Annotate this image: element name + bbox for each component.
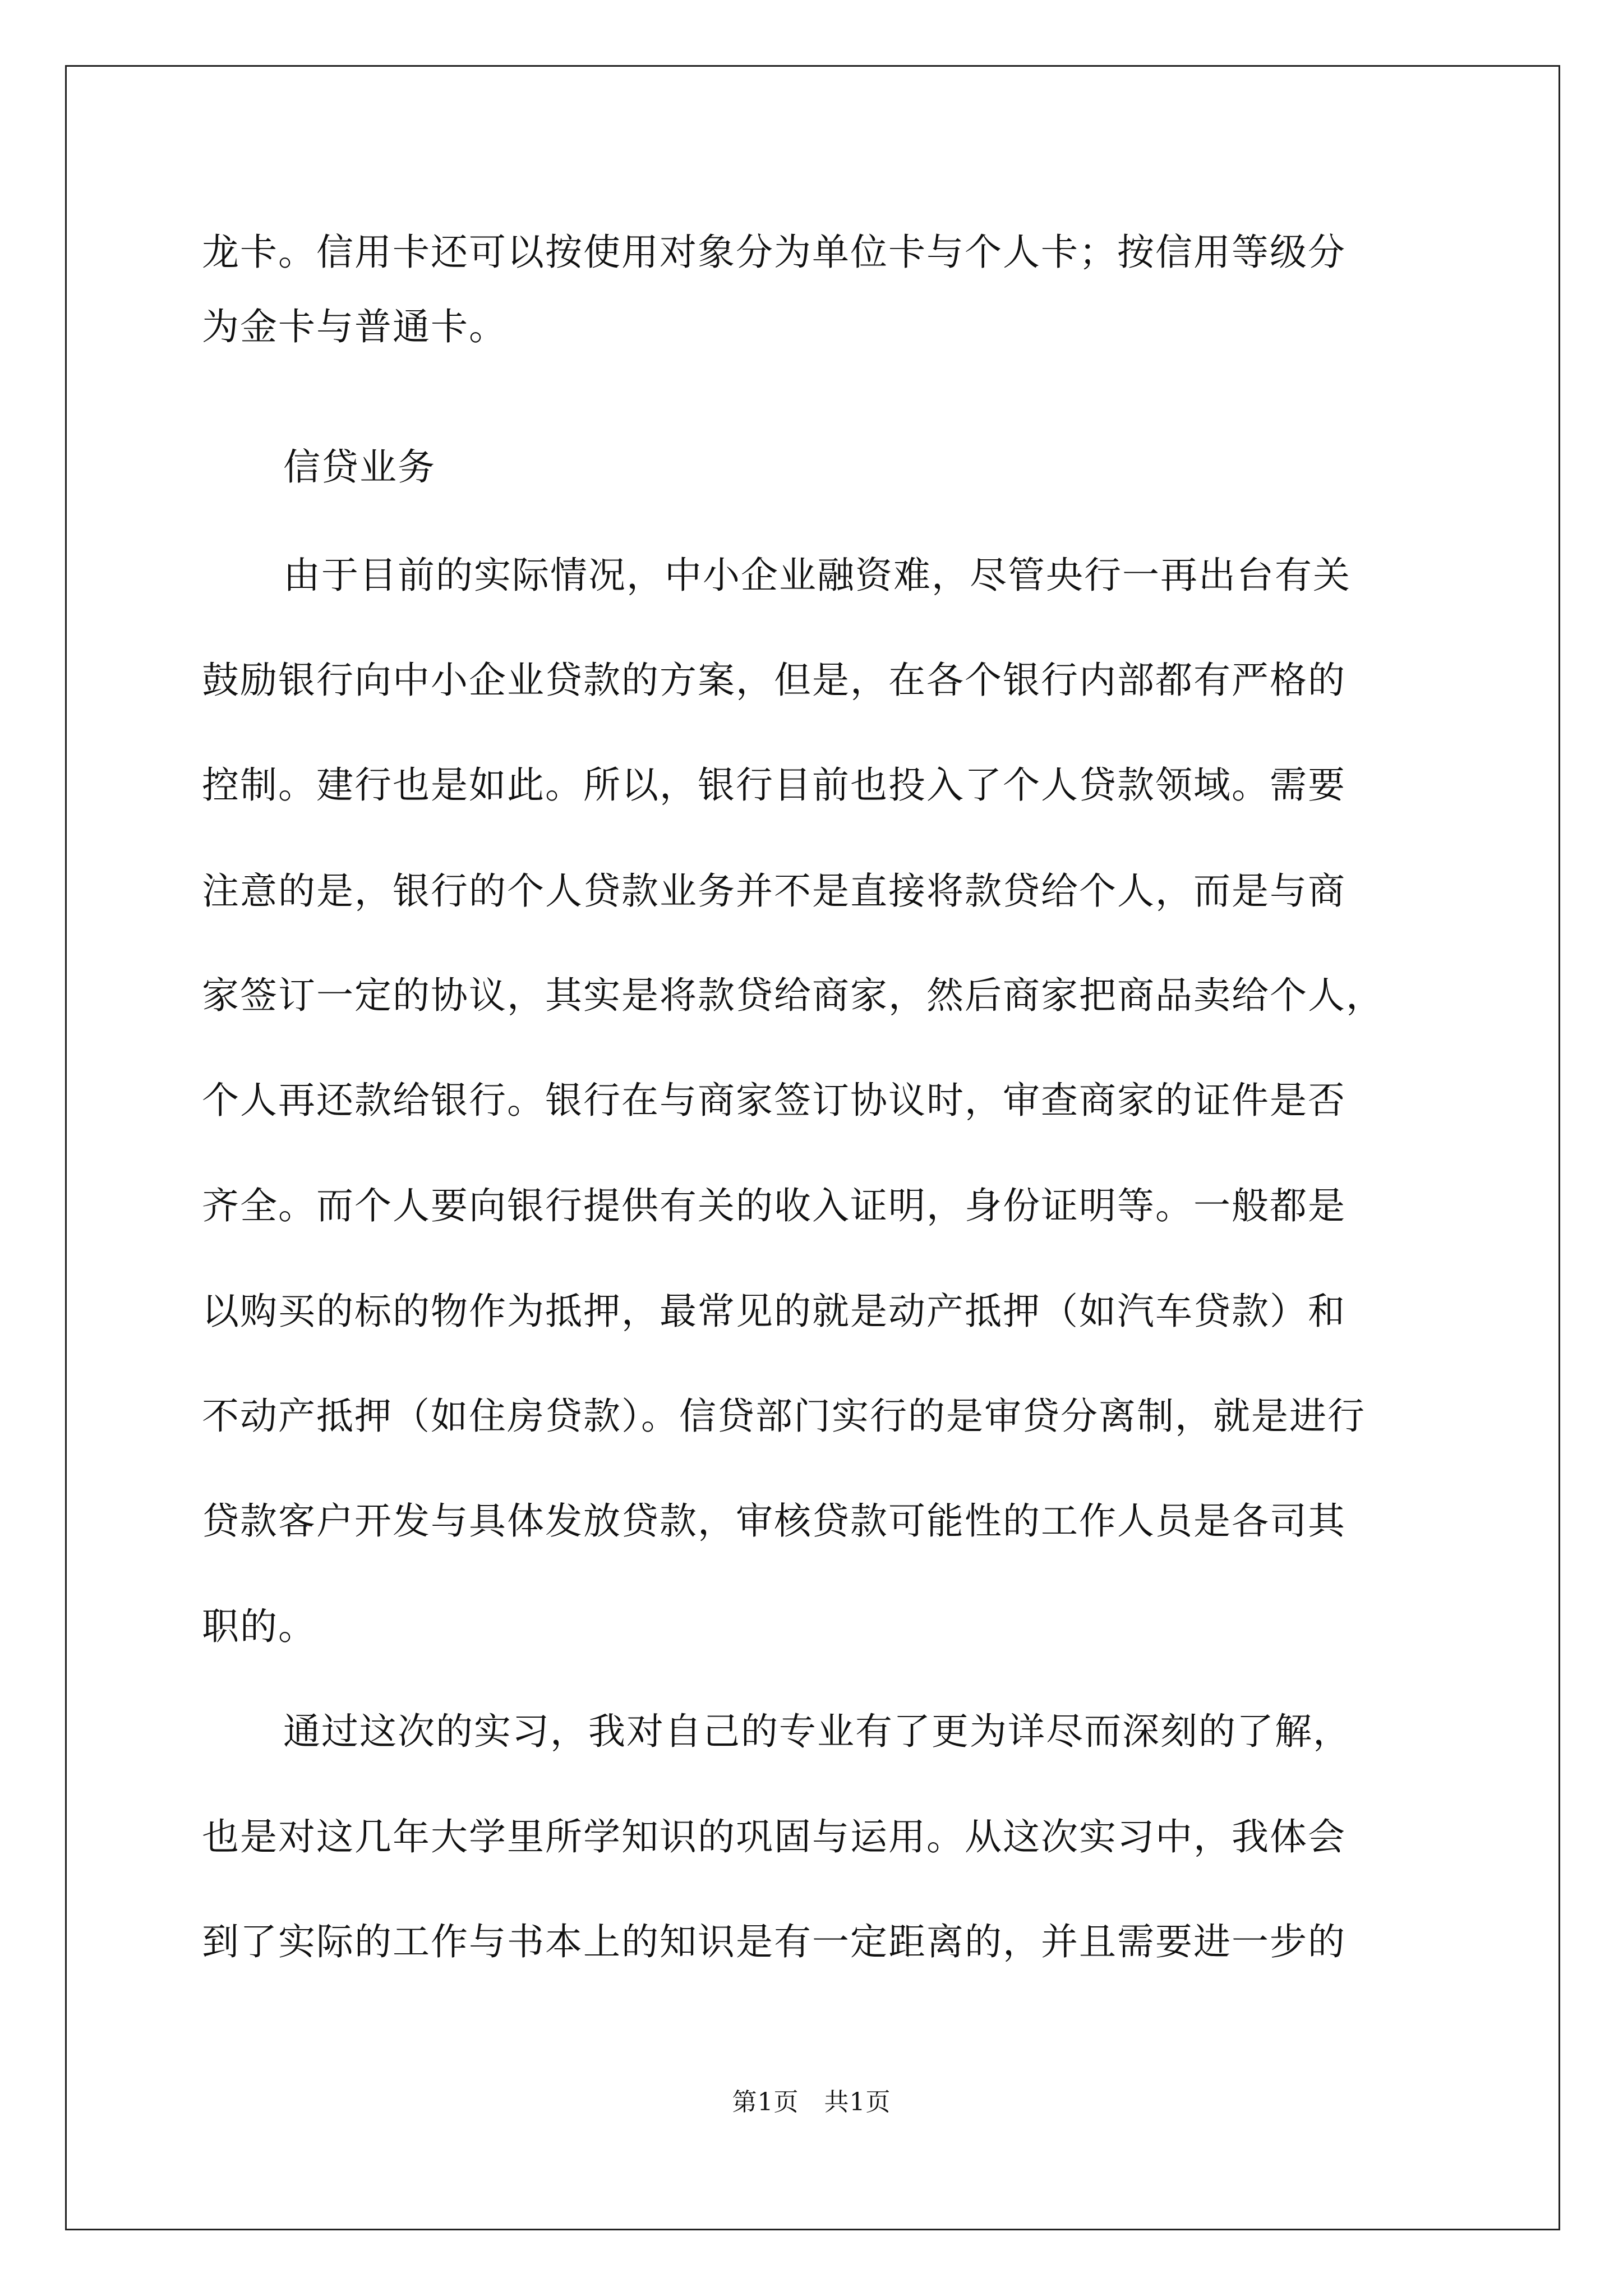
paragraph-line: 职的。 xyxy=(202,1605,316,1648)
paragraph-line: 龙卡。信用卡还可以按使用对象分为单位卡与个人卡；按信用等级分 xyxy=(202,231,1346,274)
paragraph-line: 不动产抵押（如住房贷款）。信贷部门实行的是审贷分离制，就是进行 xyxy=(202,1395,1366,1438)
page-footer: 第1页 共1页 xyxy=(732,2088,891,2116)
paragraph-line: 注意的是，银行的个人贷款业务并不是直接将款贷给个人，而是与商 xyxy=(202,869,1346,913)
paragraph-line: 家签订一定的协议，其实是将款贷给商家，然后商家把商品卖给个人， xyxy=(202,974,1384,1017)
page-border xyxy=(65,65,1560,2230)
paragraph-line: 个人再还款给银行。银行在与商家签订协议时，审查商家的证件是否 xyxy=(202,1079,1346,1122)
paragraph-line: 到了实际的工作与书本上的知识是有一定距离的，并且需要进一步的 xyxy=(202,1920,1346,1963)
paragraph-line: 控制。建行也是如此。所以，银行目前也投入了个人贷款领域。需要 xyxy=(202,763,1346,807)
paragraph-line: 由于目前的实际情况，中小企业融资难，尽管央行一再出台有关 xyxy=(283,554,1351,597)
paragraph-line: 也是对这几年大学里所学知识的巩固与运用。从这次实习中，我体会 xyxy=(202,1815,1346,1858)
paragraph-line: 通过这次的实习，我对自己的专业有了更为详尽而深刻的了解， xyxy=(283,1710,1351,1753)
paragraph-line: 贷款客户开发与具体发放贷款，审核贷款可能性的工作人员是各司其 xyxy=(202,1499,1346,1543)
paragraph-line: 鼓励银行向中小企业贷款的方案，但是，在各个银行内部都有严格的 xyxy=(202,659,1346,702)
paragraph-line: 齐全。而个人要向银行提供有关的收入证明，身份证明等。一般都是 xyxy=(202,1184,1346,1227)
section-heading: 信贷业务 xyxy=(283,445,436,489)
paragraph-line: 以购买的标的物作为抵押，最常见的就是动产抵押（如汽车贷款）和 xyxy=(202,1290,1346,1333)
paragraph-line: 为金卡与普通卡。 xyxy=(202,305,507,348)
